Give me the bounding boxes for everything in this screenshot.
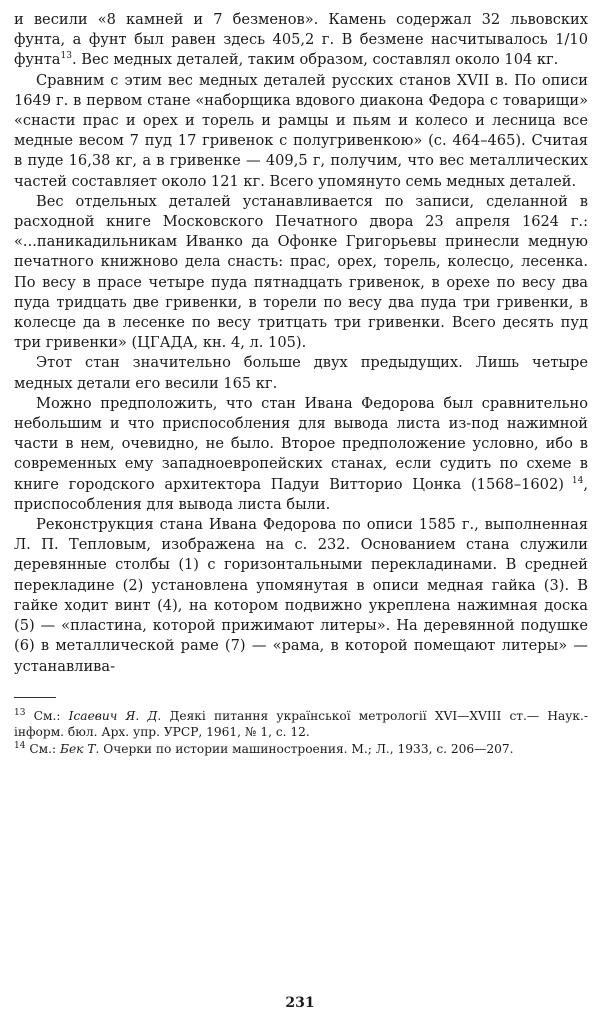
text-run: Бек Т. — [60, 741, 100, 756]
main-text — [14, 10, 588, 677]
text-run: Вес отдельных деталей устанавливается по записи, сделанной в расходной книге Московского Печатного двора 23 апреля 1624 г.: «...паникадильникам Иванко да Офонке Григорьевы принесли медную печатного книжново дела снасть: прас, орех, торель, колесцо, лесенка. По весу в прасе четыре пуда пятнадцать гривенок, в орехе по весу два пуда тридцать две гривенки, в торели по весу два пуда три гривенки, в колесце да в лесенке по весу тритцать три гривенки. Всего десять пуд три гривенки» (ЦГАДА, кн. 4, л. 105). — [14, 192, 588, 352]
text-run: , приспособления для вывода листа были. — [14, 475, 588, 513]
footnote-ref: 13 — [60, 51, 72, 62]
paragraph — [14, 394, 588, 515]
paragraph — [14, 515, 588, 677]
book-page — [14, 10, 588, 757]
footnote-ref: 14 — [563, 475, 584, 486]
paragraph — [14, 10, 588, 71]
text-run: См.: — [25, 708, 69, 723]
footnotes — [14, 708, 588, 758]
page-number: 231 — [285, 995, 315, 1011]
text-run: и весили «8 камней и 7 безменов». Камень содержал 32 львовских фунта, а фунт был равен здесь 405,2 г. В безмене насчитывалось 1/10 фунта — [14, 11, 588, 69]
text-run: Реконструкция стана Ивана Федорова по описи 1585 г., выполненная Л. П. Тепловым, изображена на с. 232. Основанием стана служили деревянные столбы (1) с горизонтальными перекладинами. В средней перекладине (2) установлена упомянутая в описи медная гайка (3). В гайке ходит винт (4), на котором подвижно укреплена нажимная доска (5) — «пластина, которой прижимают литеры». На деревянной подушке (6) в металлической раме (7) — «рама, в которой помещают литеры» — устанавлива- — [14, 516, 588, 675]
paragraph — [14, 71, 588, 192]
footnote-separator — [14, 697, 56, 698]
text-run: Ісаевич Я. Д. — [68, 708, 162, 723]
text-run: Деякі питання української метрології XVI—XVIII ст.— Наук.-інформ. бюл. Арх. упр. УРСР, 1961, № 1, с. 12. — [14, 708, 588, 740]
text-run: Очерки по истории машиностроения. М.; Л., 1933, с. 206—207. — [99, 741, 514, 756]
paragraph — [14, 192, 588, 354]
paragraph — [14, 353, 588, 393]
text-run: Этот стан значительно больше двух предыдущих. Лишь четыре медных детали его весили 165 кг. — [14, 354, 588, 392]
text-run: Сравним с этим вес медных деталей русских станов XVII в. По описи 1649 г. в первом стане «наборщика вдового диакона Федора с товарищи» «снасти прас и орех и торель и рамцы и пьям и колесо и лесница все медные весом 7 пуд 17 гривенок с полугривенкою» (с. 464–465). Считая в пуде 16,38 кг, а в гривенке — 409,5 г, получим, что вес металлических частей составляет около 121 кг. Всего упомянуто семь медных деталей. — [14, 71, 588, 190]
text-run: . Вес медных деталей, таким образом, составлял около 104 кг. — [71, 51, 559, 69]
footnote — [14, 741, 588, 758]
footnote-ref: 14 — [14, 740, 26, 751]
footnote-ref: 13 — [14, 707, 26, 718]
text-run: Можно предположить, что стан Ивана Федорова был сравнительно небольшим и что приспособления для вывода листа из-под нажимной части в нем, очевидно, не было. Второе предположение условно, ибо в современных ему западноевропейских станах, если судить по схеме в книге городского архитектора Падуи Витторио Цонка (1568–1602) — [14, 394, 588, 493]
text-run: См.: — [25, 741, 60, 756]
footnote — [14, 708, 588, 741]
